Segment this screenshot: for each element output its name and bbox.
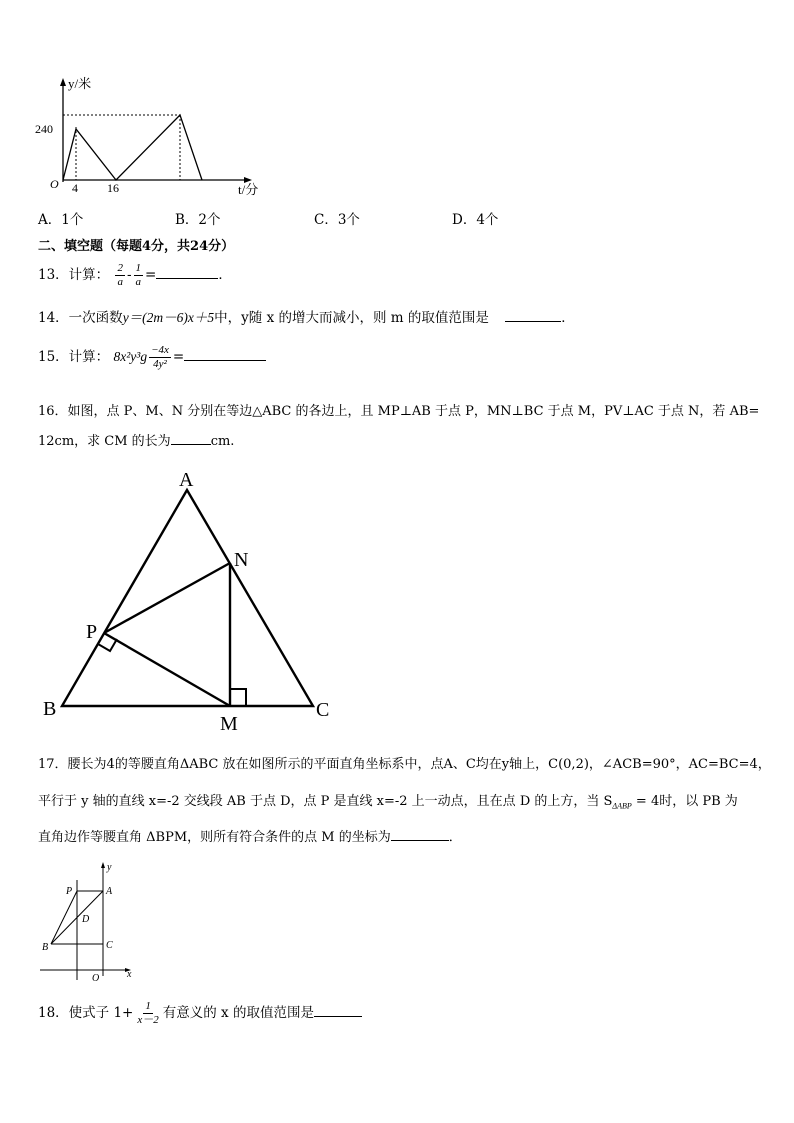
q15-prefix: 15．计算：	[38, 349, 110, 365]
label-o: O	[92, 973, 100, 983]
y-tick-240: 240	[35, 122, 53, 136]
y-axis-arrow	[101, 862, 105, 868]
q18-frac	[135, 1000, 160, 1027]
x-axis-label: t/分	[238, 182, 259, 197]
q15-answer-blank[interactable]	[184, 348, 266, 361]
q14-prefix: 14．一次函数	[38, 310, 123, 326]
question-15	[38, 344, 266, 371]
y-axis-arrow	[60, 78, 66, 86]
question-13	[38, 262, 232, 289]
q18-answer-blank[interactable]	[314, 1004, 362, 1017]
q17-line3-suffix: ．	[448, 830, 462, 845]
label-n: N	[234, 549, 249, 571]
label-d: D	[82, 914, 90, 925]
question-16-line1: 16．如图，点 P、M、N 分别在等边△ABC 的各边上，且 MP⊥AB 于点 P，MN⊥BC 于点 M，PV⊥AC 于点 N，若 AB=	[38, 404, 760, 419]
q13-answer-blank[interactable]	[156, 266, 218, 279]
q13-eq: =	[145, 267, 157, 283]
label-m: M	[220, 713, 238, 735]
coordinate-figure	[35, 858, 145, 983]
q15-expr: 8x²y³g	[113, 349, 148, 364]
question-17-line3	[38, 826, 462, 845]
q18-prefix: 18．使式子 1+	[38, 1005, 134, 1021]
q13-prefix: 13．计算：	[38, 267, 110, 283]
q18-suffix: 有意义的 x 的取值范围是	[162, 1005, 314, 1021]
question-18	[38, 1000, 362, 1027]
triangle-figure	[30, 465, 350, 740]
q16-answer-blank[interactable]	[171, 432, 211, 445]
option-d: D．4个	[452, 212, 499, 228]
question-16-line2	[38, 430, 234, 449]
q13-frac2-den: a	[135, 276, 142, 288]
label-x: x	[127, 969, 132, 980]
option-a: A．1个	[38, 212, 84, 228]
graph-path	[63, 115, 202, 180]
q13-frac1-den: a	[117, 276, 123, 288]
q15-eq: =	[172, 349, 185, 365]
x-tick-4: 4	[72, 181, 78, 195]
label-p: P	[86, 621, 98, 643]
q18-frac-num: 1	[145, 1000, 151, 1012]
q16-line2-suffix: cm.	[210, 434, 235, 449]
q17-line2-a: 平行于 y 轴的直线 x=-2 交线段 AB 于点 D，点 P 是直线 x=-2 上一动点，且在点 D 的上方，当 S	[38, 794, 613, 809]
question-17-line2	[38, 790, 738, 811]
q14-end: ．	[561, 310, 575, 326]
q13-end: ．	[218, 267, 232, 283]
y-axis-label: y/米	[68, 76, 92, 91]
label-a: A	[179, 469, 194, 491]
q13-frac2-num: 1	[135, 262, 142, 274]
label-a: A	[106, 886, 113, 897]
label-b: B	[42, 942, 49, 953]
q13-minus: -	[126, 267, 132, 283]
question-14	[38, 306, 575, 326]
question-17-line1: 17．腰长为4的等腰直角ΔABC 放在如图所示的平面直角坐标系中，点A、C均在y轴上，C(0,2)，∠ACB=90°，AC=BC=4，	[38, 757, 771, 772]
q17-answer-blank[interactable]	[391, 828, 449, 841]
q18-frac-den: x－2	[137, 1014, 159, 1026]
section-title: 二、填空题（每题4分，共24分）	[38, 239, 235, 254]
distance-time-graph	[30, 72, 270, 202]
triangle-abc	[62, 490, 313, 706]
q14-answer-blank[interactable]	[505, 309, 561, 322]
label-y: y	[107, 862, 112, 873]
q15-frac-den: 4y²	[153, 358, 167, 370]
option-c: C．3个	[314, 212, 360, 228]
q14-middle: 中，y随 x 的增大而减小，则 m 的取值范围是	[214, 310, 489, 326]
label-c: C	[316, 699, 330, 721]
q13-frac1	[115, 262, 125, 289]
x-tick-16: 16	[107, 181, 119, 195]
segment-bp	[51, 891, 77, 944]
q16-line2-prefix: 12cm，求 CM 的长为	[38, 434, 171, 449]
label-p: P	[66, 886, 73, 897]
q13-frac2	[134, 262, 144, 289]
label-b: B	[43, 698, 57, 720]
q17-line2-b: = 4时，以 PB 为	[631, 794, 738, 809]
segment-pn	[104, 563, 230, 633]
q13-frac1-num: 2	[117, 262, 123, 274]
right-angle-m	[230, 689, 246, 706]
segment-pm	[104, 633, 230, 706]
option-b: B．2个	[175, 212, 221, 228]
q15-frac	[149, 344, 171, 371]
q17-line3-prefix: 直角边作等腰直角 ΔBPM，则所有符合条件的点 M 的坐标为	[38, 830, 391, 845]
q17-subscript: ΔABP	[612, 801, 632, 811]
q14-formula: y＝(2m－6)x＋5	[122, 310, 215, 325]
q15-frac-num: −4x	[151, 344, 169, 356]
label-c: C	[106, 940, 113, 951]
origin-label: O	[50, 177, 59, 191]
